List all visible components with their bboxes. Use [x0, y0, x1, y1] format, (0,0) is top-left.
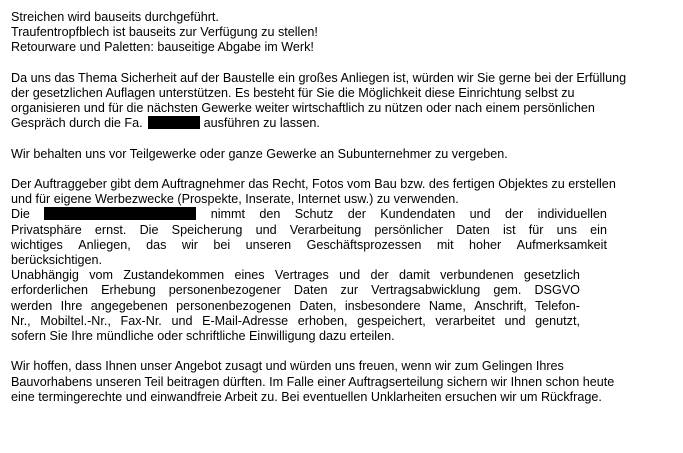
text-line [11, 238, 607, 253]
word: wir [181, 237, 198, 252]
text-line: Retourware und Paletten: bauseitige Abgabe im Werk! [11, 40, 314, 55]
privacy-paragraph [11, 207, 671, 268]
gdpr-paragraph [11, 268, 671, 344]
word: uns [556, 222, 577, 237]
word: Anliegen, [78, 237, 131, 252]
text-line [11, 299, 580, 314]
word: unseren [245, 237, 292, 252]
word: gespeichert, [357, 313, 426, 328]
word: werden [11, 298, 53, 313]
word: gesetzlich [523, 268, 580, 283]
word: Die [11, 207, 30, 222]
text-line: eine termingerechte und einwandfreie Arbeit zu. Bei eventuellen Unklarheiten ersuchen wir um Rückfrage. [11, 389, 602, 404]
text-line [11, 314, 580, 329]
word: der [505, 207, 524, 222]
text-line: organisieren und für die nächsten Gewerke weiter wirtschaftlich zu nützen oder nach einem persönlichen [11, 101, 595, 116]
word: insbesondere [344, 298, 421, 313]
word: verarbeitet [435, 313, 495, 328]
word: gem. [493, 283, 522, 298]
redacted-company-name [44, 207, 196, 220]
word: eines [234, 268, 265, 283]
word: Zustandekommen [123, 268, 225, 283]
word: Name, [428, 298, 466, 313]
word: E-Mail-Adresse [202, 313, 289, 328]
paragraph-gap [11, 344, 671, 359]
word: vom [89, 268, 114, 283]
text-segment: Gespräch durch die Fa. [11, 116, 143, 131]
word: ein [590, 222, 607, 237]
closing-paragraph [11, 359, 671, 405]
text-segment: ausführen zu lassen. [203, 116, 320, 131]
text-line [11, 223, 607, 238]
word: Fax-Nr. [120, 313, 162, 328]
word: zur [340, 283, 359, 298]
word: und [504, 313, 526, 328]
word: ernst. [94, 222, 127, 237]
text-line: Traufentropfblech ist bauseits zur Verfügung zu stellen! [11, 25, 318, 40]
word: Unabhängig [11, 268, 79, 283]
word: Schutz [294, 207, 334, 222]
word: Mobiltel.-Nr., [40, 313, 111, 328]
word: bei [213, 237, 231, 252]
word: ist [502, 222, 516, 237]
word: angegebenen [90, 298, 168, 313]
word: Speicherung [171, 222, 243, 237]
safety-paragraph [11, 71, 671, 132]
word: verbundenen [440, 268, 514, 283]
word: DSGVO [534, 283, 580, 298]
word: für [528, 222, 544, 237]
paragraph-gap [11, 56, 671, 71]
word: Anschrift, [474, 298, 527, 313]
word: individuellen [537, 207, 607, 222]
word: der [370, 268, 389, 283]
text-line: Bauvorhabens unseren Teil beitragen dürften. Im Falle einer Auftragserteilung sichern wir Ihnen schon heute [11, 374, 615, 389]
text-line: Der Auftraggeber gibt dem Auftragnehmer das Recht, Fotos vom Bau bzw. des fertigen Objektes zu erstellen [11, 177, 616, 192]
text-line [11, 268, 580, 283]
word: genutzt, [535, 313, 580, 328]
subcontract-paragraph: Wir behalten uns vor Teilgewerke oder ganze Gewerke an Subunternehmer zu vergeben. [11, 146, 508, 161]
word: personenbezogener [168, 283, 281, 298]
text-line: der gesetzlichen Auflagen unterstützen. Es besteht für Sie die Möglichkeit diese Einrichtung selbst zu [11, 85, 575, 100]
document-page [11, 10, 671, 405]
word: personenbezogenen [176, 298, 291, 313]
word: nimmt [210, 207, 245, 222]
word: Daten [293, 283, 328, 298]
word: Vertrages [274, 268, 329, 283]
text-line: sofern Sie Ihre mündliche oder schriftliche Einwilligung dazu erteilen. [11, 328, 395, 343]
word: der [347, 207, 366, 222]
word: das [146, 237, 167, 252]
word: und [255, 222, 277, 237]
text-line: Wir hoffen, dass Ihnen unser Angebot zusagt und würden uns freuen, wenn wir zum Gelingen Ihres [11, 359, 564, 374]
word: Daten, [299, 298, 337, 313]
text-line: Streichen wird bauseits durchgeführt. [11, 10, 219, 24]
word: Geschäftsprozessen [306, 237, 422, 252]
text-line: Da uns das Thema Sicherheit auf der Baustelle ein großes Anliegen ist, würden wir Sie gerne bei der Erfüllung [11, 70, 627, 85]
word: Erhebung [101, 283, 156, 298]
word: Kundendaten [380, 207, 456, 222]
text-line [11, 207, 607, 222]
word: erhoben, [297, 313, 348, 328]
word: mit [436, 237, 454, 252]
word: Vertragsabwicklung [371, 283, 481, 298]
word: Ihre [60, 298, 83, 313]
word: Telefon- [535, 298, 580, 313]
text-line: berücksichtigen. [11, 253, 103, 267]
text-line [11, 283, 580, 298]
word: und [171, 313, 193, 328]
word: persönlicher [374, 222, 443, 237]
word: und [339, 268, 361, 283]
redacted-company-name [148, 116, 200, 129]
paragraph-gap [11, 162, 671, 177]
word: Die [139, 222, 159, 237]
word: Aufmerksamkeit [516, 237, 607, 252]
word: den [259, 207, 281, 222]
word: wichtiges [11, 237, 63, 252]
word: damit [398, 268, 430, 283]
text-line: und für eigene Werbezwecke (Prospekte, Inserate, Internet usw.) zu verwenden. [11, 192, 459, 207]
word: Privatsphäre [11, 222, 82, 237]
word: Daten [456, 222, 490, 237]
word: hoher [469, 237, 502, 252]
word: und [469, 207, 491, 222]
word: erforderlichen [11, 283, 89, 298]
text-line [11, 116, 671, 131]
word: Verarbeitung [289, 222, 362, 237]
paragraph-gap [11, 132, 671, 147]
photos-paragraph [11, 177, 671, 207]
site-notes-paragraph [11, 10, 671, 56]
word: Nr., [11, 313, 31, 328]
